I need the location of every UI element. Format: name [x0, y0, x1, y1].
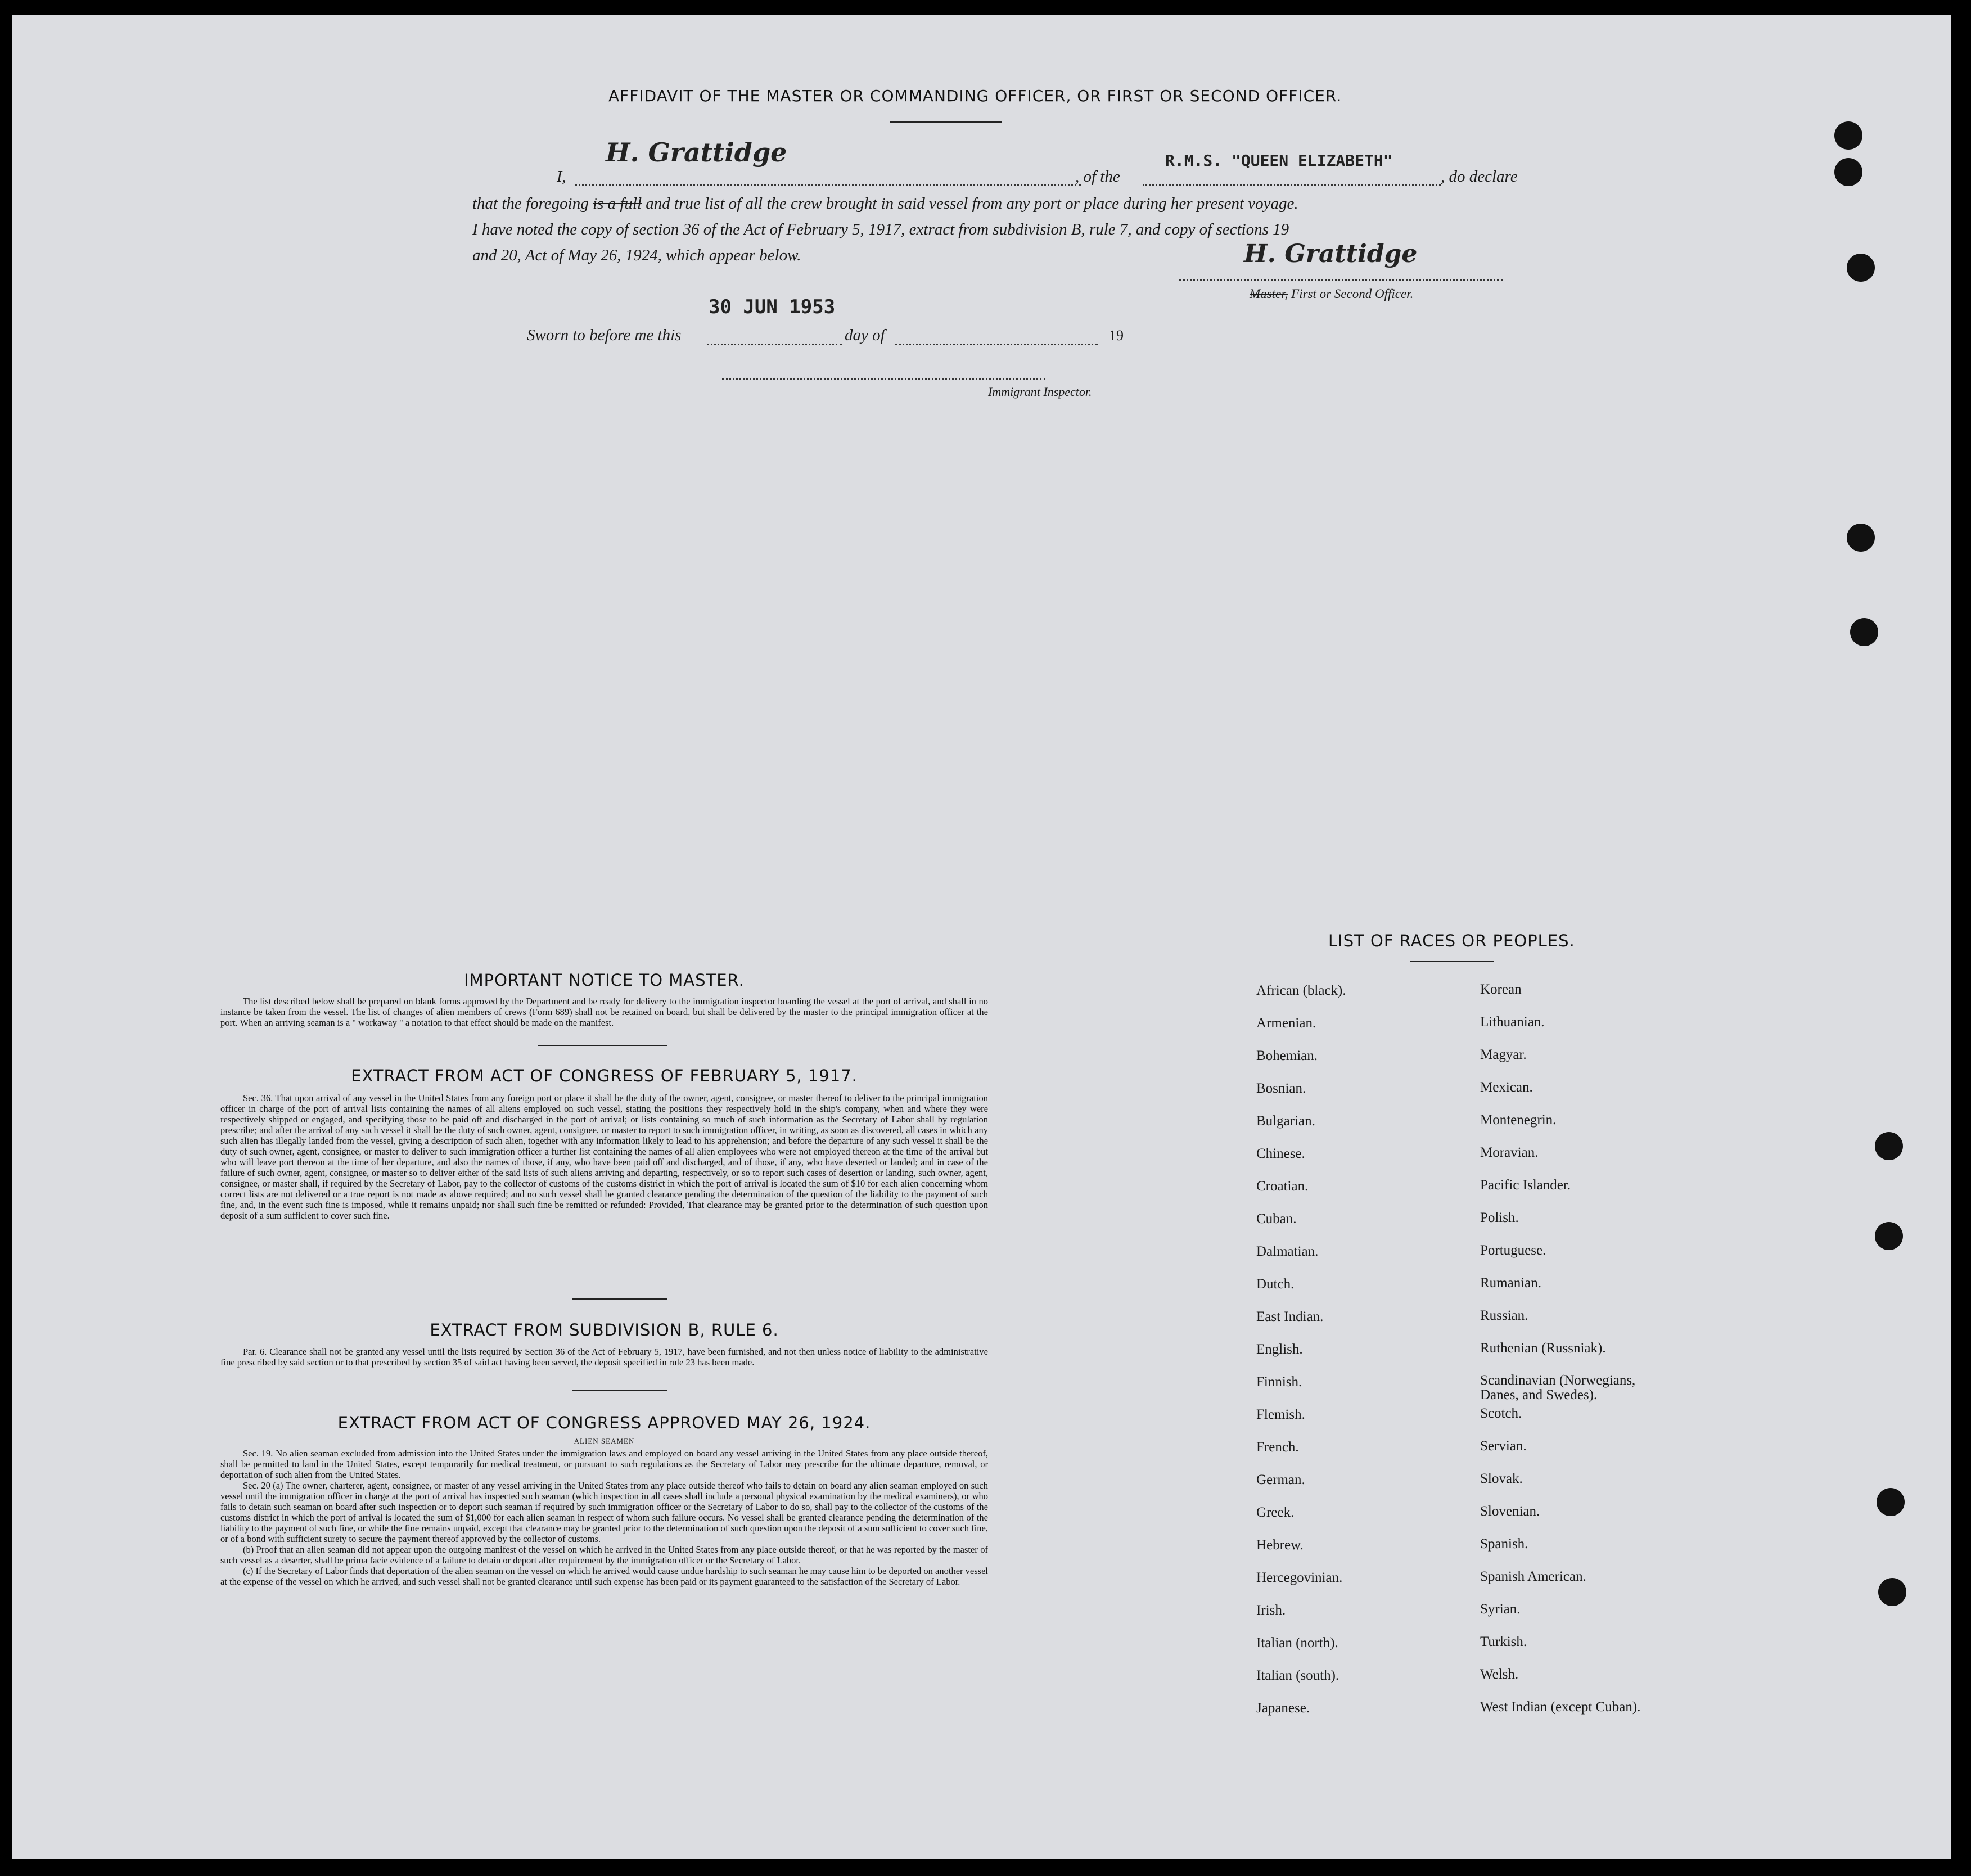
race-item: Slovak. — [1480, 1471, 1523, 1486]
sec20a-paragraph: Sec. 20 (a) The owner, charterer, agent, consignee, or master of any vessel arriving in the United States from any place outside thereof who fails to detain on board any alien seaman employed on such vessel until the immigration officer in charge at the port of arrival has inspected such seaman (which inspection in all cases shall include a personal physical examination by the medical examiners), or who fails to detain such seaman on board after such inspection or to deport such seaman if required by such immigration officer or the Secretary of Labor to do so, shall pay to the collector of the customs of the customs district in which the port of arrival is located the sum of $1,000 for each alien seaman in respect of whom such failure occurs. No vessel shall be granted clearance pending the determination of the liability to the payment of such fine, or while the fine remains unpaid, except that clearance may be granted prior to the determination of such question upon the deposit of a sum sufficient to cover such fine, or of a bond with sufficient surety to secure the payment thereof approved by the collector of customs. — [220, 1480, 988, 1544]
vessel-name-stamp: R.M.S. "QUEEN ELIZABETH" — [1165, 151, 1393, 170]
punch-hole — [1834, 158, 1862, 186]
race-item: Croatian. — [1256, 1179, 1309, 1194]
punch-hole — [1878, 1578, 1906, 1606]
race-item: Scandinavian (Norwegians, Danes, and Swedes). — [1480, 1373, 1636, 1403]
race-item: Moravian. — [1480, 1145, 1539, 1160]
race-item: Magyar. — [1480, 1047, 1527, 1062]
race-item: English. — [1256, 1342, 1303, 1357]
sworn-text: Sworn to before me this — [527, 326, 682, 344]
races-heading: LIST OF RACES OR PEOPLES. — [1328, 931, 1575, 950]
divider-3 — [572, 1390, 667, 1391]
affidavit-do-declare: , do declare — [1441, 168, 1518, 186]
race-item: Rumanian. — [1480, 1275, 1542, 1291]
name-line — [575, 184, 1081, 186]
affidavit-title: AFFIDAVIT OF THE MASTER OR COMMANDING OFFICER, OR FIRST OR SECOND OFFICER. — [608, 87, 1342, 105]
act1924-subheading: ALIEN SEAMEN — [574, 1437, 635, 1445]
race-item: Italian (south). — [1256, 1668, 1339, 1683]
punch-hole — [1834, 121, 1862, 150]
race-item: Hercegovinian. — [1256, 1570, 1343, 1585]
rule6-text — [220, 1346, 988, 1368]
officer-signature-line — [1179, 279, 1503, 281]
race-item: Bohemian. — [1256, 1048, 1318, 1063]
race-item: Irish. — [1256, 1603, 1286, 1618]
document-page — [12, 15, 1951, 1859]
title-underline — [890, 121, 1002, 123]
divider-1 — [538, 1045, 667, 1046]
race-item: Japanese. — [1256, 1701, 1310, 1716]
race-item: Greek. — [1256, 1505, 1295, 1520]
race-item: Hebrew. — [1256, 1537, 1304, 1553]
year-prefix: 19 — [1109, 327, 1124, 344]
race-item: East Indian. — [1256, 1309, 1324, 1324]
notice-text — [220, 996, 988, 1028]
race-item: Dalmatian. — [1256, 1244, 1319, 1259]
punch-hole — [1847, 524, 1875, 552]
race-item: Syrian. — [1480, 1602, 1521, 1617]
sec19-paragraph: Sec. 19. No alien seaman excluded from admission into the United States under the immigration laws and employed on board any vessel arriving in the United States from any place outside thereof, shall be permitted to land in the United States, except temporarily for medical treatment, or pursuant to such regulations as the Secretary of Labor may prescribe for the ultimate departure, removal, or deportation of such alien from the United States. — [220, 1448, 988, 1480]
race-item: Scotch. — [1480, 1406, 1522, 1421]
race-item: German. — [1256, 1472, 1305, 1487]
date-stamp: 30 JUN 1953 — [709, 296, 836, 318]
race-item: Finnish. — [1256, 1374, 1302, 1390]
vessel-line — [1143, 184, 1441, 186]
punch-hole — [1847, 254, 1875, 282]
officer-title — [1250, 287, 1413, 301]
affidavit-line-2a: that the foregoing — [472, 195, 589, 213]
act1924-heading: EXTRACT FROM ACT OF CONGRESS APPROVED MAY 26, 1924. — [337, 1413, 871, 1432]
race-item: Montenegrin. — [1480, 1112, 1557, 1128]
affidavit-line-i: I, — [557, 168, 566, 186]
notice-paragraph: The list described below shall be prepared on blank forms approved by the Department and be ready for delivery to the immigration inspector boarding the vessel at the port of arrival, and shall in no instance be taken from the vessel. The list of changes of alien members of crews (Form 689) shall not be retained on board, but shall be delivered by the master to the principal immigration officer at the port. When an arriving seaman is a " workaway " a notation to that effect should be made on the manifest. — [220, 996, 988, 1028]
race-item: Korean — [1480, 982, 1522, 997]
race-item: Flemish. — [1256, 1407, 1305, 1422]
race-item: Servian. — [1480, 1438, 1527, 1454]
race-item: Ruthenian (Russniak). — [1480, 1341, 1606, 1356]
sworn-month-line — [895, 344, 1098, 345]
affidavit-line-3: I have noted the copy of section 36 of the Act of February 5, 1917, extract from subdivision B, rule 7, and copy of sections 19 — [472, 220, 1289, 238]
affidavit-line-2 — [472, 195, 1298, 213]
sec20b-paragraph: (b) Proof that an alien seaman did not appear upon the outgoing manifest of the vessel on which he arrived in the United States from any place outside thereof, or that he was reported by the master of such vessel as a deserter, shall be prima facie evidence of a failure to detain or deport after requirement by the immigration officer or the Secretary of Labor. — [220, 1544, 988, 1566]
officer-signature: H. Grattidge — [1244, 240, 1418, 268]
struck-text: is a full — [593, 195, 642, 213]
race-item: Spanish. — [1480, 1536, 1528, 1552]
master-signature: H. Grattidge — [606, 137, 787, 168]
races-underline — [1410, 961, 1494, 962]
race-item: African (black). — [1256, 983, 1346, 998]
inspector-line — [722, 378, 1045, 380]
race-item: Lithuanian. — [1480, 1014, 1545, 1030]
race-item: Russian. — [1480, 1308, 1528, 1323]
act1917-paragraph: Sec. 36. That upon arrival of any vessel in the United States from any foreign port or place it shall be the duty of the owner, agent, consignee, or master thereof to deliver to the principal immigration officer in charge of the port of arrival lists containing the names of all aliens employed on such vessel, stating the positions they respectively hold in the ship's company, when and where they were respectively shipped or engaged, and specifying those to be paid off and discharged in the port of arrival; or lists containing so much of such information as the Secretary of Labor shall by regulation prescribe; and after the arrival of any such vessel it shall be the duty of such owner, agent, consignee, or master to report to such immigration officer, in writing, as soon as discovered, all cases in which any such alien has illegally landed from the vessel, giving a description of such alien, together with any information likely to lead to his apprehension; and before the departure of any such vessel it shall be the duty of such owner, agent, consignee, or master to deliver to such immigration officer a further list containing the names of all alien employees who were not employed thereon at the time of the arrival but who will leave port thereon at the time of her departure, and also the names of those, if any, who have been paid off and discharged, and of those, if any, who have deserted or landed; and in case of the failure of such owner, agent, consignee, or master so to deliver either of the said lists of such aliens arriving and departing, respectively, or so to report such cases of desertion or landing, such owner, agent, consignee, or master shall, if required by the Secretary of Labor, pay to the collector of customs of the customs district in which the port of arrival is located the sum of $10 for each alien concerning whom correct lists are not delivered or a true report is not made as above required; and no such vessel shall be granted clearance pending the determination of the question of the liability to the payment of such fine, and, in the event such fine is imposed, while it remains unpaid; nor shall such fine be remitted or refunded: Provided, That clearance may be granted prior to the determination of such question upon deposit of a sum sufficient to cover such fine. — [220, 1093, 988, 1221]
race-item: Bosnian. — [1256, 1081, 1306, 1096]
act1924-text — [220, 1448, 988, 1587]
race-item: Chinese. — [1256, 1146, 1305, 1161]
race-item: Armenian. — [1256, 1016, 1316, 1031]
rule6-paragraph: Par. 6. Clearance shall not be granted any vessel until the lists required by Section 36 of the Act of February 5, 1917, have been furnished, and not then unless notice of liability to the administrative fine prescribed by said section or to that prescribed by section 35 of said act having been served, the deposit specified in rule 23 has been made. — [220, 1346, 988, 1368]
inspector-label: Immigrant Inspector. — [988, 385, 1092, 399]
race-item: French. — [1256, 1440, 1299, 1455]
sworn-day-line — [707, 344, 842, 345]
punch-hole — [1850, 618, 1878, 646]
affidavit-line-2b: and true list of all the crew brought in said vessel from any port or place during her present voyage. — [646, 195, 1298, 213]
race-item: Welsh. — [1480, 1667, 1519, 1682]
affidavit-line-4: and 20, Act of May 26, 1924, which appear below. — [472, 246, 801, 264]
act1917-text — [220, 1093, 988, 1221]
punch-hole — [1875, 1222, 1903, 1250]
rule6-heading: EXTRACT FROM SUBDIVISION B, RULE 6. — [430, 1320, 779, 1340]
race-item: Slovenian. — [1480, 1504, 1540, 1519]
race-item: Mexican. — [1480, 1080, 1533, 1095]
officer-struck: Master, — [1250, 287, 1288, 301]
race-item: West Indian (except Cuban). — [1480, 1699, 1641, 1715]
day-of-text: day of — [845, 326, 885, 344]
race-item: Dutch. — [1256, 1277, 1295, 1292]
race-item: Turkish. — [1480, 1634, 1527, 1649]
race-item: Italian (north). — [1256, 1635, 1338, 1650]
act1917-heading: EXTRACT FROM ACT OF CONGRESS OF FEBRUARY 5, 1917. — [351, 1066, 858, 1085]
race-item: Cuban. — [1256, 1211, 1297, 1226]
race-item: Portuguese. — [1480, 1243, 1546, 1258]
affidavit-of-the: , of the — [1075, 168, 1120, 186]
punch-hole — [1875, 1132, 1903, 1160]
notice-heading: IMPORTANT NOTICE TO MASTER. — [464, 971, 745, 990]
race-item: Polish. — [1480, 1210, 1519, 1225]
race-item: Bulgarian. — [1256, 1113, 1315, 1129]
officer-rest: First or Second Officer. — [1291, 287, 1414, 301]
punch-hole — [1877, 1488, 1905, 1516]
sec20c-paragraph: (c) If the Secretary of Labor finds that deportation of the alien seaman on the vessel on which he arrived would cause undue hardship to such seaman he may cause him to be deported on another vessel at the expense of the vessel on which he arrived, and such vessel shall not be granted clearance until such expense has been paid or its payment guaranteed to the satisfaction of the Secretary of Labor. — [220, 1566, 988, 1587]
race-item: Spanish American. — [1480, 1569, 1586, 1584]
divider-2 — [572, 1298, 667, 1300]
race-item: Pacific Islander. — [1480, 1178, 1571, 1193]
